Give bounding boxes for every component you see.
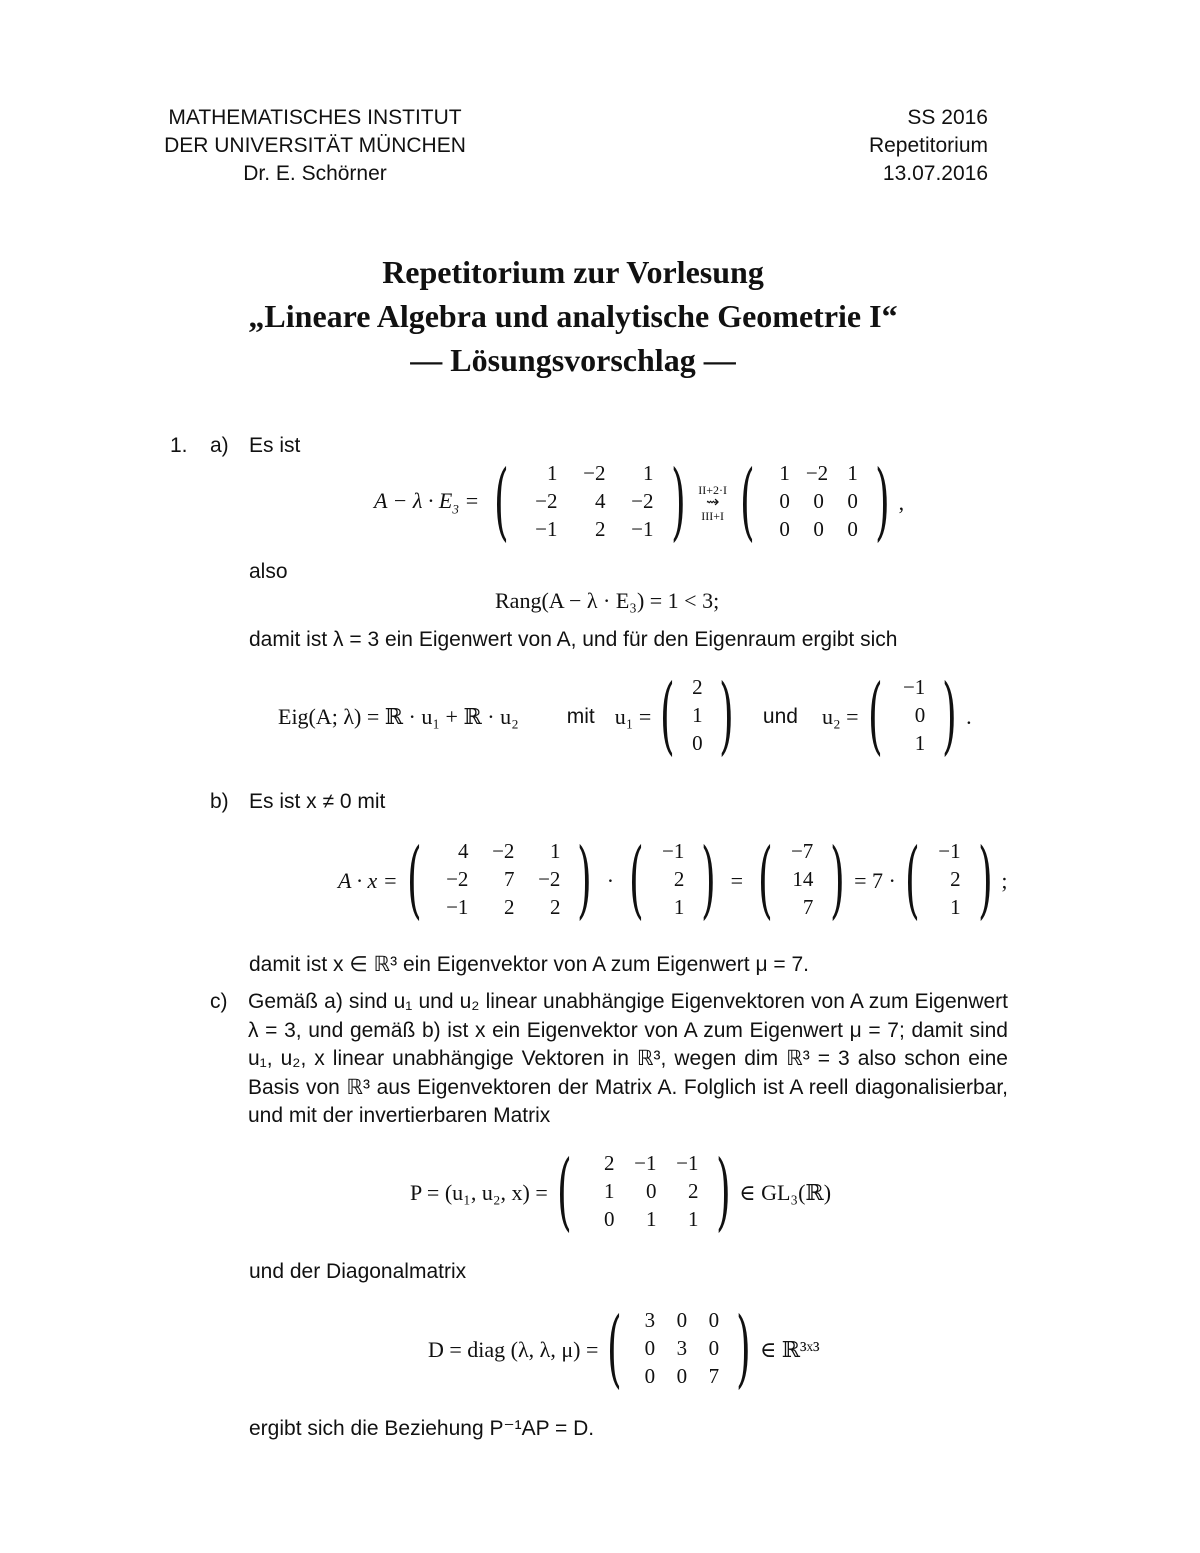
- matrix-cell: 0: [708, 1336, 720, 1360]
- term-header: [869, 104, 988, 188]
- matrix-cell: 1: [692, 703, 703, 727]
- b-lhs: A · x =: [338, 868, 398, 893]
- matrix-cell: 1: [950, 895, 961, 919]
- matrix-cell: 0: [644, 1336, 656, 1360]
- matrix1-grid: [518, 461, 662, 545]
- matrix-A: ( 4 −2 1 −2 7 −2 −1 2 2 ): [406, 830, 593, 928]
- also-text: also: [249, 560, 288, 583]
- op-top: II+2·I: [698, 483, 728, 497]
- matrix-cell: 3: [644, 1308, 656, 1332]
- u2-grid: [891, 675, 933, 759]
- matrix-cell: −2: [446, 867, 469, 891]
- vector-u1: ( 2 1 0 ): [660, 666, 734, 764]
- matrix-cell: −2: [535, 489, 558, 513]
- equation-D: [428, 1299, 820, 1397]
- matrix-cell: 0: [676, 1364, 688, 1388]
- mit-word: mit: [566, 705, 595, 728]
- page-title: [0, 250, 1146, 382]
- D-rhs: ∈ ℝ³ˣ³: [759, 1337, 820, 1362]
- matrix2-grid: [764, 461, 866, 545]
- matrix-cell: −2: [805, 461, 829, 485]
- u2-label: u₂ =: [821, 704, 859, 729]
- diagonal-text: und der Diagonalmatrix: [249, 1260, 467, 1283]
- matrix-cell: 2: [503, 895, 515, 919]
- matrix-cell: 2: [688, 1179, 699, 1203]
- matrix-cell: 0: [847, 489, 858, 513]
- problem-number: 1.: [170, 434, 188, 457]
- eigenvalue-text: damit ist λ = 3 ein Eigenwert von A, und für den Eigenraum ergibt sich: [249, 628, 898, 651]
- title-line-1: Repetitorium zur Vorlesung: [382, 254, 764, 290]
- vector-x: ( −1 2 1 ): [628, 830, 717, 928]
- matrix-cell: 7: [503, 867, 515, 891]
- P-rhs: ∈ GL₃(ℝ): [739, 1180, 832, 1205]
- vector-x-2: ( −1 2 1 ): [904, 830, 993, 928]
- und-word: und: [762, 705, 798, 728]
- matrix-cell: 2: [673, 867, 685, 891]
- matrix-cell: 7: [708, 1364, 720, 1388]
- date: 13.07.2016: [882, 162, 988, 185]
- part-a-label: a): [210, 434, 229, 457]
- eq-lhs: $A - \lambda \cdot E_3$ =: [374, 488, 485, 517]
- matrix-cell: 2: [549, 895, 561, 919]
- op-bottom: III+I: [701, 509, 725, 523]
- rank-equation: Rang(A − λ · E₃) = 1 < 3;: [495, 588, 720, 613]
- matrix-cell: 1: [547, 461, 558, 485]
- eigenspace-equation: Eig(A; λ) = ℝ · u₁ + ℝ · u₂ mit u₁ = ( 2 1 0 ) und u₂ = ( −1 0 1 ) .: [278, 666, 972, 764]
- matrix-cell: 0: [914, 703, 926, 727]
- equation-b: A · x = ( 4 −2 1 −2 7 −2 −1 2 2 ) · ( −1 2 1 ) = ( −7 14 7 ) = 7 · ( −1 2 1 ) ;: [338, 830, 1008, 928]
- x2-grid: [929, 839, 969, 923]
- matrix-cell: −2: [492, 839, 515, 863]
- matrix-cell: 4: [457, 839, 469, 863]
- equation-P: [410, 1142, 832, 1240]
- institute-line-2: DER UNIVERSITÄT MÜNCHEN: [164, 134, 466, 157]
- u1-grid: [684, 675, 710, 759]
- matrix-cell: 0: [604, 1207, 615, 1231]
- matrix-cell: −2: [631, 489, 654, 513]
- part-a-intro: Es ist: [249, 434, 301, 457]
- matrix-cell: 1: [604, 1179, 615, 1203]
- matrix-cell: −1: [631, 517, 654, 541]
- institute-header: [105, 104, 525, 188]
- op-arrow: ⇝: [705, 494, 720, 511]
- result-grid: [781, 839, 821, 923]
- matrix-cell: −1: [661, 839, 685, 863]
- matrix-cell: 14: [792, 867, 814, 891]
- matrix-cell: 0: [692, 731, 703, 755]
- part-c-label: c): [210, 990, 228, 1013]
- D-lhs: D = diag (λ, λ, μ) =: [428, 1337, 599, 1362]
- matrix-D: ( 3 0 0 0 3 0 0 0 7 ): [607, 1299, 751, 1397]
- matrix-cell: 0: [813, 517, 824, 541]
- part-b-intro: Es ist x ≠ 0 mit: [249, 790, 386, 813]
- matrix-cell: −2: [583, 461, 606, 485]
- title-line-2: „Lineare Algebra und analytische Geometrie I“: [248, 298, 898, 334]
- matrix-cell: 2: [595, 517, 606, 541]
- matrix-cell: 7: [802, 895, 814, 919]
- matrix-cell: −1: [446, 895, 469, 919]
- matrix-cell: −1: [902, 675, 926, 699]
- u1-label: u₁ =: [614, 704, 652, 729]
- x-grid: [652, 839, 692, 923]
- matrixA-grid: [430, 839, 568, 923]
- title-line-3: — Lösungsvorschlag —: [410, 342, 736, 378]
- matrix-cell: 0: [646, 1179, 657, 1203]
- matrix-cell: 1: [688, 1207, 699, 1231]
- vector-u2: ( −1 0 1 ): [867, 666, 958, 764]
- matrix-cell: 0: [813, 489, 824, 513]
- semester: SS 2016: [907, 106, 988, 129]
- matrix-cell: 1: [549, 839, 561, 863]
- matrix-cell: 0: [779, 517, 790, 541]
- matrix-cell: −1: [634, 1151, 657, 1175]
- course-type: Repetitorium: [868, 134, 988, 157]
- matrix-cell: 1: [779, 461, 790, 485]
- row-operation: [698, 484, 727, 522]
- P-grid: [581, 1151, 707, 1235]
- matrix-reduced: ( 1 −2 1 0 0 0 0 0 0 ): [740, 452, 890, 550]
- matrix-cell: 0: [708, 1308, 720, 1332]
- equation-a-rowreduce: $A - \lambda \cdot E_3$ = ( 1 −2 1 −2 4 −2 −1 2 −1 ) II+2·I ⇝ III+I ( 1 −2 1 0 0 0 0 0 0 ) ,: [374, 452, 905, 550]
- matrix-cell: 0: [847, 517, 858, 541]
- vector-result: ( −7 14 7 ): [757, 830, 846, 928]
- matrix-A-minus-lambda: ( 1 −2 1 −2 4 −2 −1 2 −1 ): [493, 452, 686, 550]
- final-relation: ergibt sich die Beziehung P⁻¹AP = D.: [249, 1417, 595, 1440]
- matrix-cell: 0: [779, 489, 790, 513]
- eig-formula: Eig(A; λ) = ℝ · u₁ + ℝ · u₂: [278, 704, 519, 729]
- part-c-paragraph: Gemäß a) sind u₁ und u₂ linear unabhängige Eigenvektoren von A zum Eigenwert λ = 3, und gemäß b) ist x ein Eigenvektor von A zum Eigenwert μ = 7; damit sind u₁, u₂, x linear unabhängige Vektoren in ℝ³, wegen dim ℝ³ = 3 also schon eine Basis von ℝ³ aus Eigenvektoren der Matrix A. Folglich ist A reell diagonalisierbar, und mit der invertierbaren Matrix: [248, 990, 1008, 1127]
- matrix-cell: 0: [676, 1308, 688, 1332]
- matrix-cell: −1: [535, 517, 558, 541]
- matrix-cell: 1: [914, 731, 926, 755]
- D-grid: [631, 1308, 727, 1392]
- institute-line-1: MATHEMATISCHES INSTITUT: [168, 106, 462, 129]
- matrix-cell: 3: [676, 1336, 688, 1360]
- matrix-cell: −1: [676, 1151, 699, 1175]
- matrix-cell: 1: [643, 461, 654, 485]
- matrix-cell: 2: [604, 1151, 615, 1175]
- matrix-cell: −1: [938, 839, 961, 863]
- matrix-cell: 2: [950, 867, 961, 891]
- matrix-cell: 1: [673, 895, 685, 919]
- P-lhs: P = (u₁, u₂, x) =: [410, 1180, 548, 1205]
- part-b-conclusion: damit ist x ∈ ℝ³ ein Eigenvektor von A zum Eigenwert μ = 7.: [249, 953, 810, 976]
- factor-seven: = 7 ·: [854, 868, 896, 893]
- matrix-cell: −2: [538, 867, 561, 891]
- matrix-cell: 4: [595, 489, 606, 513]
- part-b-label: b): [210, 790, 229, 813]
- matrix-cell: 1: [847, 461, 858, 485]
- matrix-P: ( 2 −1 −1 1 0 2 0 1 1 ): [556, 1142, 731, 1240]
- lecturer-name: Dr. E. Schörner: [243, 162, 387, 185]
- matrix-cell: 1: [646, 1207, 657, 1231]
- matrix-cell: 0: [644, 1364, 656, 1388]
- matrix-cell: −7: [790, 839, 814, 863]
- matrix-cell: 2: [692, 675, 703, 699]
